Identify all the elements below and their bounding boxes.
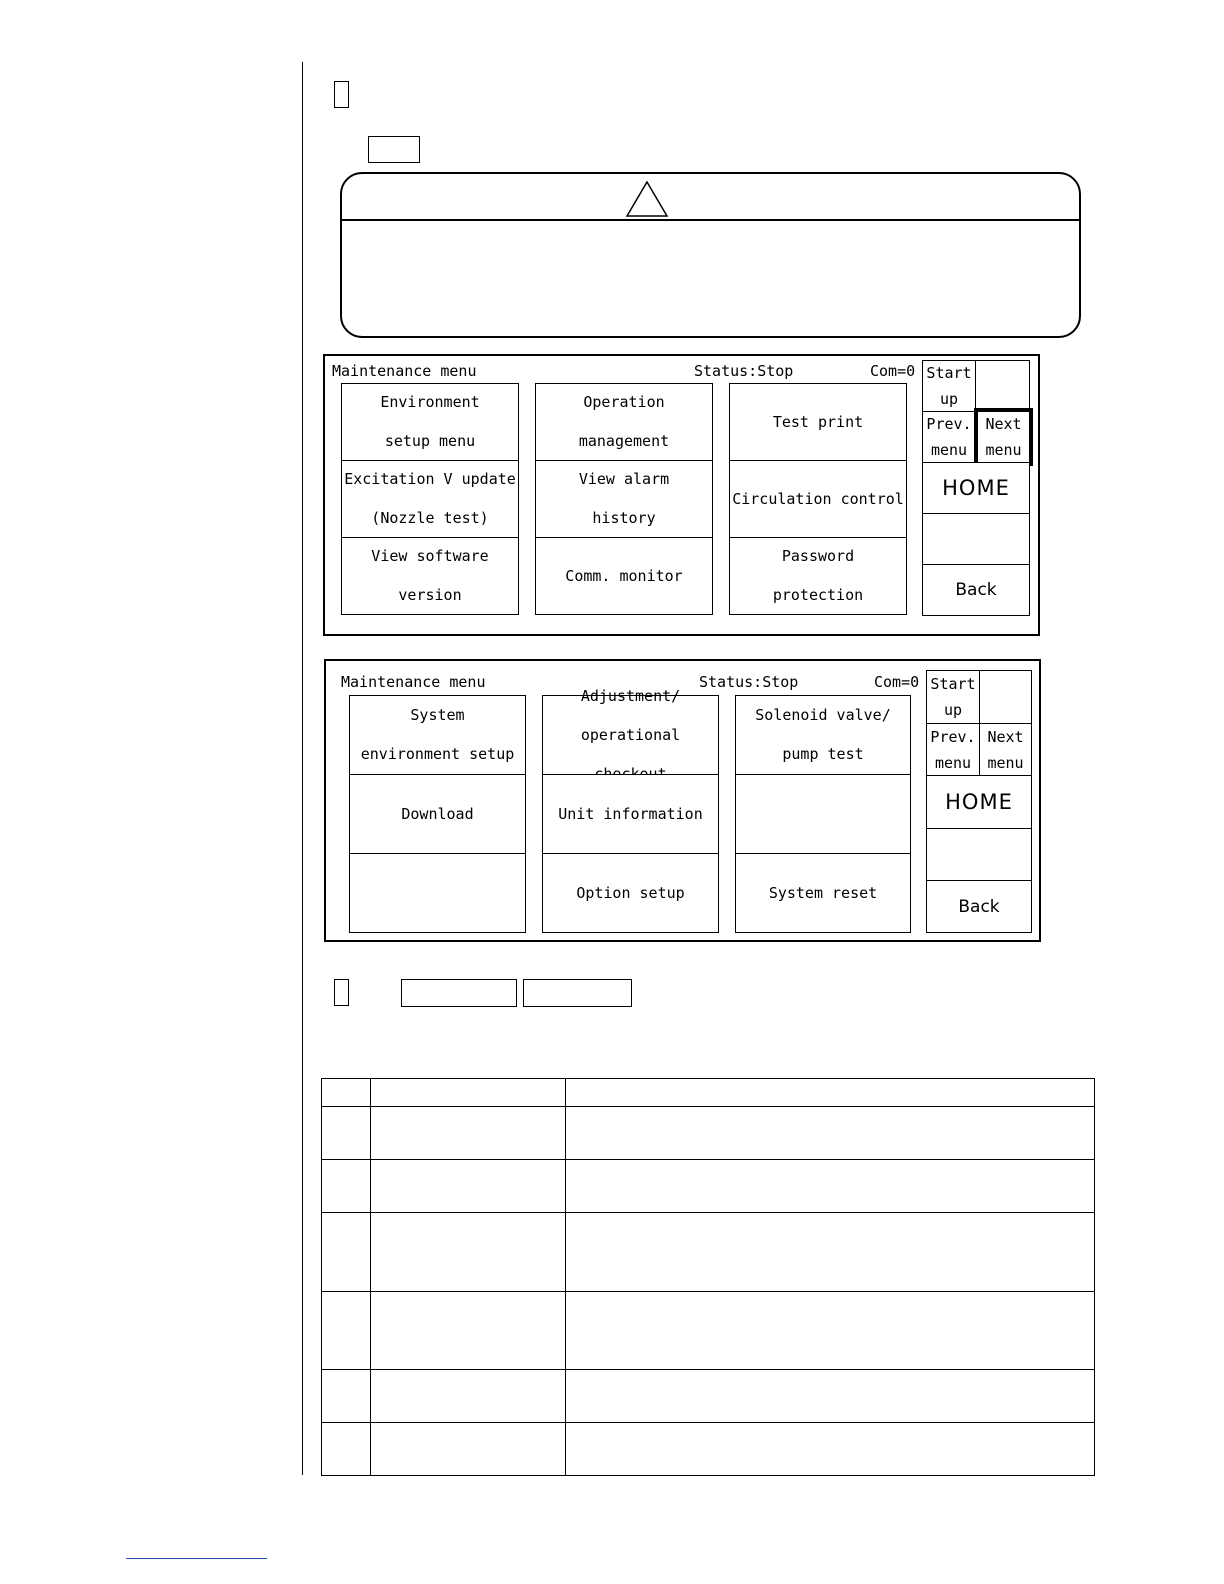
home-button[interactable]: HOME: [926, 775, 1032, 829]
table-cell: [322, 1213, 371, 1292]
prev-menu-button[interactable]: Prev. menu: [926, 723, 980, 776]
blank-button: [735, 774, 911, 854]
table-row: [322, 1423, 1095, 1476]
footer-link-line: [126, 1558, 267, 1559]
table-cell: [371, 1370, 566, 1423]
table-cell: [322, 1370, 371, 1423]
table-cell: [371, 1423, 566, 1476]
table-cell: [566, 1107, 1095, 1160]
maintenance-screen-2: [324, 659, 1041, 942]
table-cell: [566, 1213, 1095, 1292]
screen-title: Maintenance menu: [341, 673, 486, 691]
password-protection-button[interactable]: Password protection: [729, 537, 907, 615]
table-cell: [322, 1423, 371, 1476]
table-header-row: [322, 1079, 1095, 1107]
view-alarm-history-button[interactable]: View alarm history: [535, 460, 713, 538]
key-box-prev-menu: [401, 979, 517, 1007]
step-marker-1: [334, 81, 349, 108]
operation-management-button[interactable]: Operation management: [535, 383, 713, 461]
table-row: [322, 1160, 1095, 1213]
table-row: [322, 1370, 1095, 1423]
table-cell: [371, 1292, 566, 1370]
step-marker-2: [334, 979, 349, 1006]
table-cell: [371, 1107, 566, 1160]
view-software-version-button[interactable]: View software version: [341, 537, 519, 615]
status-text: Status:Stop: [699, 673, 799, 691]
table-cell: [322, 1292, 371, 1370]
side-blank-middle: [926, 828, 1032, 881]
solenoid-valve-pump-test-button[interactable]: Solenoid valve/ pump test: [735, 695, 911, 775]
blank-button: [349, 853, 526, 933]
side-blank-top: [979, 670, 1032, 724]
start-up-button[interactable]: Start up: [926, 670, 980, 724]
system-reset-button[interactable]: System reset: [735, 853, 911, 933]
table-row: [322, 1292, 1095, 1370]
unit-information-button[interactable]: Unit information: [542, 774, 719, 854]
environment-setup-menu-button[interactable]: Environment setup menu: [341, 383, 519, 461]
table-cell: [371, 1079, 566, 1107]
key-box-next-menu: [523, 979, 632, 1007]
next-menu-button[interactable]: Next menu: [974, 408, 1033, 466]
table-cell: [371, 1160, 566, 1213]
home-button[interactable]: HOME: [922, 462, 1030, 514]
back-button[interactable]: Back: [926, 880, 1032, 933]
side-blank-middle: [922, 513, 1030, 565]
table-cell: [322, 1160, 371, 1213]
excitation-v-update-button[interactable]: Excitation V update (Nozzle test): [341, 460, 519, 538]
option-setup-button[interactable]: Option setup: [542, 853, 719, 933]
table-cell: [566, 1079, 1095, 1107]
table-row: [322, 1107, 1095, 1160]
screen-title: Maintenance menu: [332, 362, 477, 380]
adjustment-operational-checkout-button[interactable]: Adjustment/ operational: [542, 695, 719, 775]
download-button[interactable]: Download: [349, 774, 526, 854]
next-menu-button[interactable]: Next menu: [979, 723, 1032, 776]
circulation-control-button[interactable]: Circulation control: [729, 460, 907, 538]
key-box: [368, 136, 420, 163]
warning-divider: [342, 219, 1079, 221]
back-button[interactable]: Back: [922, 564, 1030, 616]
maintenance-screen-1: [323, 354, 1040, 636]
margin-rule: [302, 62, 303, 1475]
table-cell: [566, 1160, 1095, 1213]
table-cell: [566, 1370, 1095, 1423]
warning-triangle-icon: [625, 180, 669, 218]
prev-menu-button[interactable]: Prev. menu: [922, 411, 976, 463]
warning-callout: [340, 172, 1081, 338]
status-text: Status:Stop: [694, 362, 794, 380]
table-cell: [322, 1107, 371, 1160]
description-table: [321, 1078, 1095, 1476]
table-cell: [566, 1423, 1095, 1476]
com-text: Com=0: [870, 362, 916, 380]
com-text: Com=0: [874, 673, 920, 691]
side-blank-top: [975, 360, 1030, 412]
start-up-button[interactable]: Start up: [922, 360, 976, 412]
test-print-button[interactable]: Test print: [729, 383, 907, 461]
table-row: [322, 1213, 1095, 1292]
comm-monitor-button[interactable]: Comm. monitor: [535, 537, 713, 615]
table-cell: [371, 1213, 566, 1292]
table-cell: [566, 1292, 1095, 1370]
system-environment-setup-button[interactable]: System environment setup: [349, 695, 526, 775]
table-cell: [322, 1079, 371, 1107]
